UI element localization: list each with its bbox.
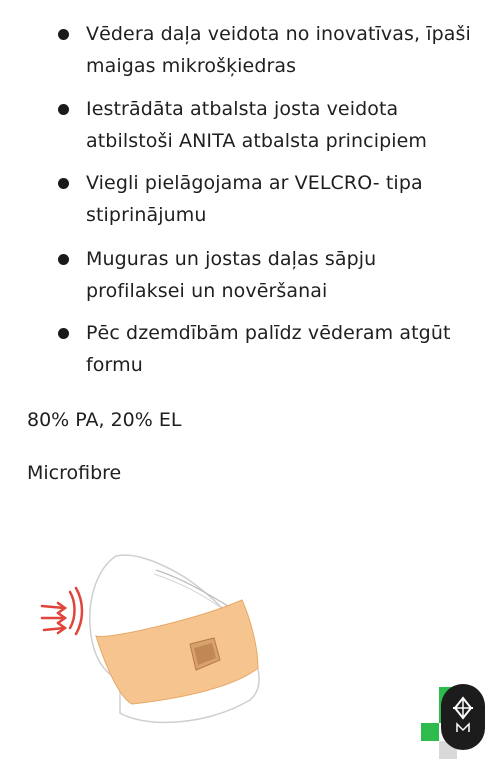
composition-text: 80% PA, 20% EL [27, 409, 182, 431]
feature-line: Muguras un jostas daļas sāpju [86, 248, 377, 270]
bullet-icon [58, 104, 69, 115]
feature-text [86, 18, 486, 82]
feature-line: profilaksei un novēršanai [86, 280, 328, 302]
support-belt-illustration [36, 548, 276, 738]
feature-line: Iestrādāta atbalsta josta veidota [86, 98, 399, 120]
bullet-icon [58, 328, 69, 339]
feature-line: maigas mikrošķiedras [86, 55, 297, 77]
feature-line: Pēc dzemdībām palīdz vēderam atgūt [86, 322, 451, 344]
feature-line: atbilstoši ANITA atbalsta principiem [86, 130, 428, 152]
bullet-icon [58, 178, 69, 189]
pressure-arrows-icon [42, 588, 82, 634]
bullet-icon [58, 254, 69, 265]
feature-text [86, 317, 486, 381]
diamond-logo-icon [441, 684, 485, 750]
feature-line: stiprinājumu [86, 204, 207, 226]
feature-line: Viegli pielāgojama ar VELCRO- tipa [86, 172, 423, 194]
material-text: Microfibre [27, 462, 122, 484]
accent-square [421, 723, 439, 741]
bullet-icon [58, 29, 69, 40]
feature-text [86, 243, 486, 307]
feature-text [86, 93, 486, 157]
feature-line: formu [86, 354, 143, 376]
chat-widget-button[interactable] [441, 684, 485, 750]
feature-line: Vēdera daļa veidota no inovatīvas, īpaši [86, 23, 471, 45]
feature-text [86, 167, 486, 231]
